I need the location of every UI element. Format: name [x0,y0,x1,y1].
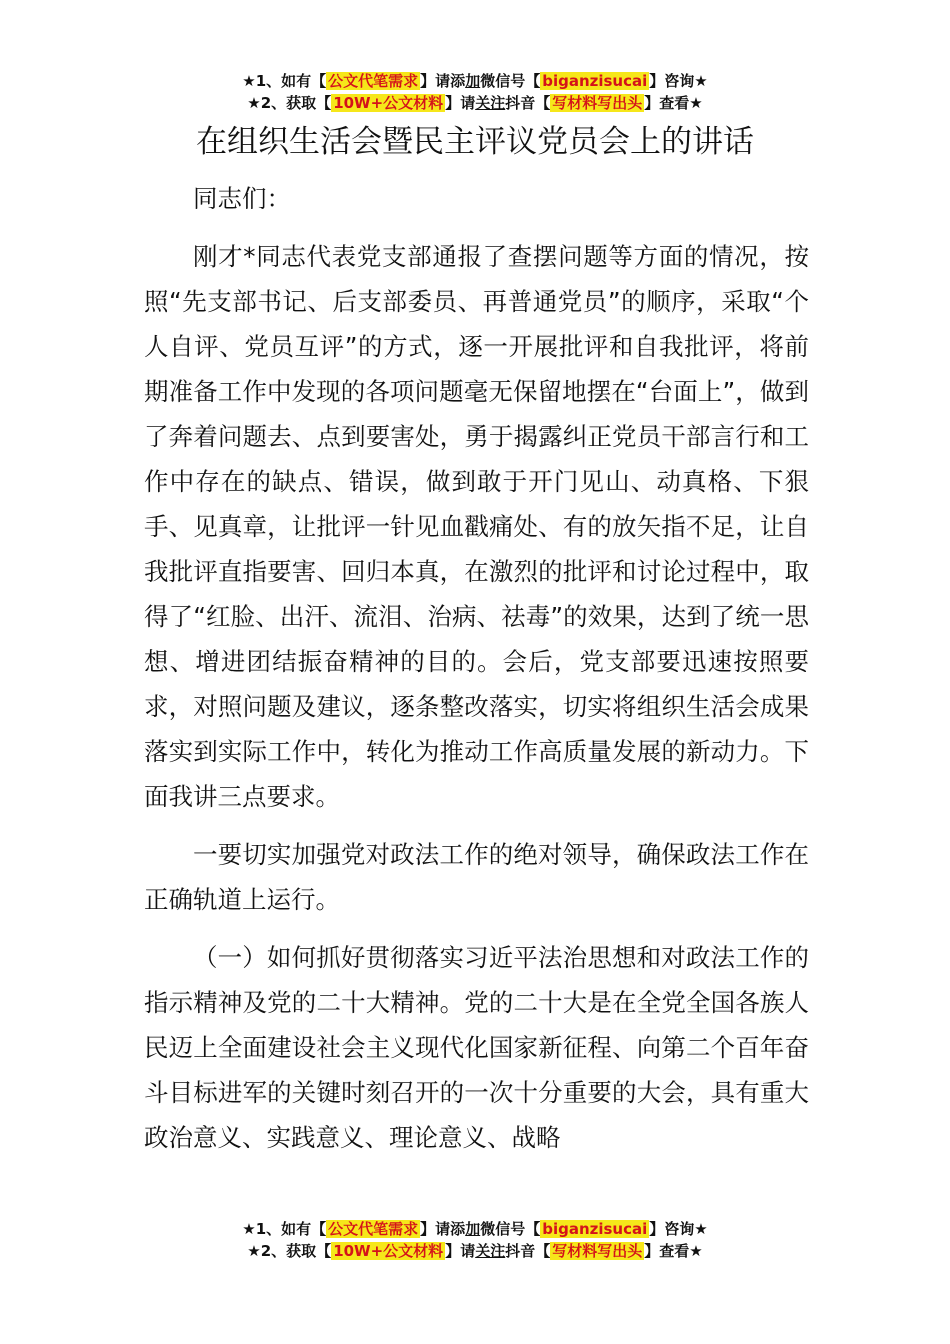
promo-text: 】咨询★ [649,1220,708,1238]
promo-line-1 [0,70,950,92]
promo-text: 】请添 [420,72,466,90]
promo-text: 】咨询★ [649,72,708,90]
promo-line-1 [0,1218,950,1240]
promo-text: 】请添 [420,1220,466,1238]
promo-highlight: 10W+公文材料 [333,94,444,112]
header-promo [0,70,950,114]
promo-text: 关注 [475,94,506,112]
promo-text: 】请 [445,94,476,112]
promo-line-2 [0,92,950,114]
promo-text: 加 [465,1220,481,1238]
paragraph-2: 一要切实加强党对政法工作的绝对领导，确保政法工作在正确轨道上运行。 [144,840,809,914]
promo-text: 微信号【 [480,72,541,90]
document-body [144,176,809,1160]
promo-highlight: 公文代笔需求 [328,1220,419,1238]
document-title: 在组织生活会暨民主评议党员会上的讲话 [196,124,754,160]
promo-text: ★1、如有【 [242,1220,327,1238]
promo-line-2 [0,1240,950,1262]
greeting: 同志们： [193,184,291,213]
promo-text: 抖音【 [505,94,551,112]
promo-text: 】请 [445,1242,476,1260]
promo-highlight: 10W+公文材料 [333,1242,444,1260]
paragraph-3: （一）如何抓好贯彻落实习近平法治思想和对政法工作的指示精神及党的二十大精神。党的二十大是在全党全国各族人民迈上全面建设社会主义现代化国家新征程、向第二个百年奋斗目标进军的关键时刻召开的一次十分重要的大会，具有重大政治意义、实践意义、理论意义、战略 [144,943,809,1152]
promo-text: ★2、获取【 [247,94,332,112]
promo-text: ★2、获取【 [247,1242,332,1260]
paragraph-1: 刚才*同志代表党支部通报了查摆问题等方面的情况，按照“先支部书记、后支部委员、再普通党员”的顺序，采取“个人自评、党员互评”的方式，逐一开展批评和自我批评，将前期准备工作中发现的各项问题毫无保留地摆在“台面上”，做到了奔着问题去、点到要害处，勇于揭露纠正党员干部言行和工作中存在的缺点、错误，做到敢于开门见山、动真格、下狠手、见真章，让批评一针见血戳痛处、有的放矢指不足，让自我批评直指要害、回归本真，在激烈的批评和讨论过程中，取得了“红脸、出汗、流泪、治病、祛毒”的效果，达到了统一思想、增进团结振奋精神的目的。会后，党支部要迅速按照要求，对照问题及建议，逐条整改落实，切实将组织生活会成果落实到实际工作中，转化为推动工作高质量发展的新动力。下面我讲三点要求。 [144,242,809,811]
promo-text: 】查看★ [644,1242,703,1260]
promo-text: ★1、如有【 [242,72,327,90]
promo-text: 加 [465,72,481,90]
promo-text: 】查看★ [644,94,703,112]
promo-douyin-name: 写材料写出头 [552,1242,643,1260]
promo-text: 关注 [475,1242,506,1260]
footer-promo [0,1218,950,1262]
promo-highlight: 公文代笔需求 [328,72,419,90]
promo-douyin-name: 写材料写出头 [552,94,643,112]
promo-wechat-id: biganzisucai [542,1220,648,1238]
promo-text: 抖音【 [505,1242,551,1260]
promo-wechat-id: biganzisucai [542,72,648,90]
promo-text: 微信号【 [480,1220,541,1238]
